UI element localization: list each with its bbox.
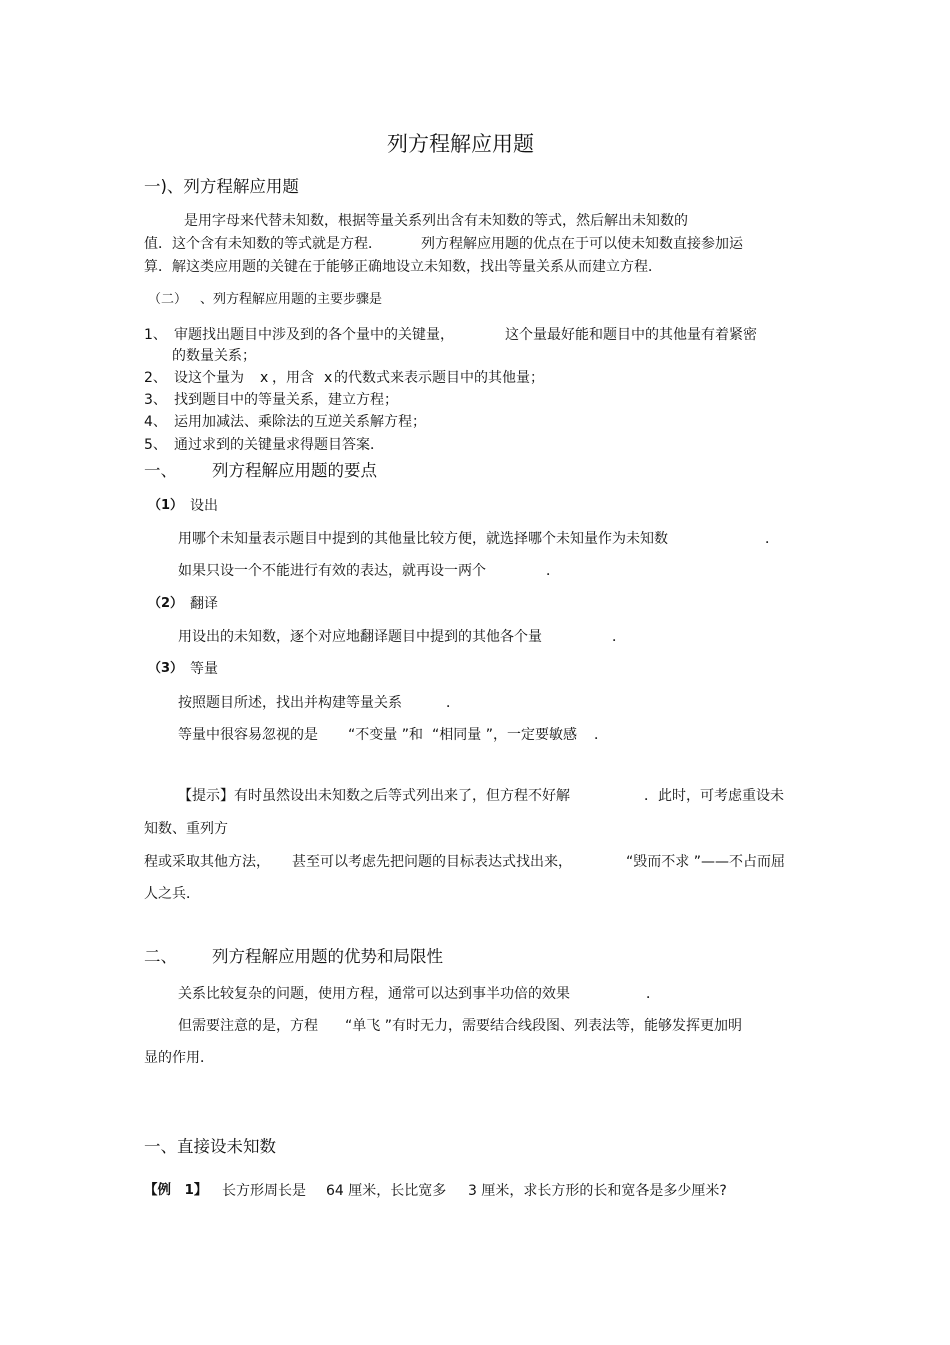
example-1-text-b: 64 厘米，长比宽多 — [326, 1183, 447, 1199]
point-2-line-1: 用设出的未知数，逐个对应地翻译题目中提到的其他各个量 — [178, 629, 542, 645]
intro-line-2a: 值．这个含有未知数的等式就是方程． — [144, 236, 382, 252]
advantages-line-2-b: “单飞 ”有时无力，需要结合线段图、列表法等，能够发挥更加明 — [345, 1018, 742, 1034]
step-4-num: 4、 — [144, 414, 167, 430]
intro-line-1: 是用字母来代替未知数，根据等量关系列出含有未知数的等式，然后解出未知数的 — [184, 213, 688, 229]
point-2-label: 翻译 — [190, 596, 218, 612]
point-3-line-2-c: “相同量 ”，一定要敏感 — [432, 727, 577, 743]
section-num-key-points: 一、 — [144, 461, 177, 480]
step-5-num: 5、 — [144, 437, 167, 453]
point-1-line-2-end: ． — [546, 563, 560, 579]
steps-heading-num: （二） — [148, 292, 188, 307]
section-heading-key-points: 列方程解应用题的要点 — [212, 461, 377, 480]
example-1-text-a: 长方形周长是 — [222, 1183, 306, 1199]
page-title: 列方程解应用题 — [387, 132, 534, 156]
point-1-line-2: 如果只设一个不能进行有效的表达，就再设一两个 — [178, 563, 486, 579]
point-3-num: （3） — [148, 661, 184, 676]
point-1-label: 设出 — [190, 498, 218, 514]
point-1-line-1: 用哪个未知量表示题目中提到的其他量比较方便，就选择哪个未知量作为未知数 — [178, 531, 668, 547]
section-heading-direct: 一、直接设未知数 — [144, 1137, 276, 1156]
point-1-num: （1） — [148, 498, 184, 513]
section-heading-advantages: 列方程解应用题的优势和局限性 — [212, 947, 443, 966]
step-2-text-c: 的代数式来表示题目中的其他量； — [334, 370, 544, 386]
point-3-label: 等量 — [190, 661, 218, 677]
step-5-text: 通过求到的关键量求得题目答案． — [174, 437, 384, 453]
point-3-line-1-end: ． — [446, 695, 460, 711]
step-1-text: 审题找出题目中涉及到的各个量中的关键量， — [174, 327, 454, 343]
step-2-text-b: ，用含 — [272, 370, 314, 386]
advantages-line-3: 显的作用． — [144, 1050, 214, 1066]
step-1-extra: 这个量最好能和题目中的其他量有着紧密 — [505, 327, 757, 343]
advantages-line-1-end: ． — [646, 986, 660, 1002]
intro-line-2b: 列方程解应用题的优点在于可以使未知数直接参加运 — [421, 236, 743, 252]
advantages-line-1: 关系比较复杂的问题，使用方程，通常可以达到事半功倍的效果 — [178, 986, 570, 1002]
step-2-text-a: 设这个量为 — [174, 370, 244, 386]
tip-line-4: 人之兵． — [144, 886, 200, 902]
step-1-cont: 的数量关系； — [172, 348, 256, 364]
step-2-num: 2、 — [144, 370, 167, 386]
tip-line-3-c: “毁而不求 ”——不占而屈 — [626, 854, 785, 870]
example-1-label: 【例 1】 — [144, 1182, 208, 1198]
point-2-num: （2） — [148, 596, 184, 611]
tip-line-3-a: 程或采取其他方法， — [144, 854, 270, 870]
advantages-line-2-a: 但需要注意的是，方程 — [178, 1018, 318, 1034]
step-2-x2: x — [324, 370, 333, 386]
step-1-num: 1、 — [144, 327, 167, 343]
section-num-advantages: 二、 — [144, 947, 177, 966]
section-heading-intro: 一)、列方程解应用题 — [144, 177, 299, 196]
steps-heading: 、列方程解应用题的主要步骤是 — [200, 292, 383, 307]
step-2-x1: x — [260, 370, 269, 386]
step-3-num: 3、 — [144, 392, 167, 408]
tip-line-1-a: 【提示】有时虽然设出未知数之后等式列出来了，但方程不好解 — [178, 788, 570, 804]
point-3-line-2-end: ． — [594, 727, 608, 743]
intro-line-3: 算．解这类应用题的关键在于能够正确地设立未知数，找出等量关系从而建立方程． — [144, 259, 662, 275]
step-4-text: 运用加减法、乘除法的互逆关系解方程； — [174, 414, 426, 430]
point-1-line-1-end: ． — [765, 531, 779, 547]
step-3-text: 找到题目中的等量关系，建立方程； — [174, 392, 398, 408]
tip-line-3-b: 甚至可以考虑先把问题的目标表达式找出来， — [292, 854, 572, 870]
point-3-line-1: 按照题目所述，找出并构建等量关系 — [178, 695, 402, 711]
example-1-text-c: 3 厘米，求长方形的长和宽各是多少厘米? — [468, 1183, 727, 1199]
point-3-line-2-b: “不变量 ”和 — [348, 727, 423, 743]
point-2-line-1-end: ． — [612, 629, 626, 645]
point-3-line-2-a: 等量中很容易忽视的是 — [178, 727, 318, 743]
tip-line-2: 知数、重列方 — [144, 821, 228, 837]
tip-line-1-b: ．此时，可考虑重设未 — [644, 788, 784, 804]
